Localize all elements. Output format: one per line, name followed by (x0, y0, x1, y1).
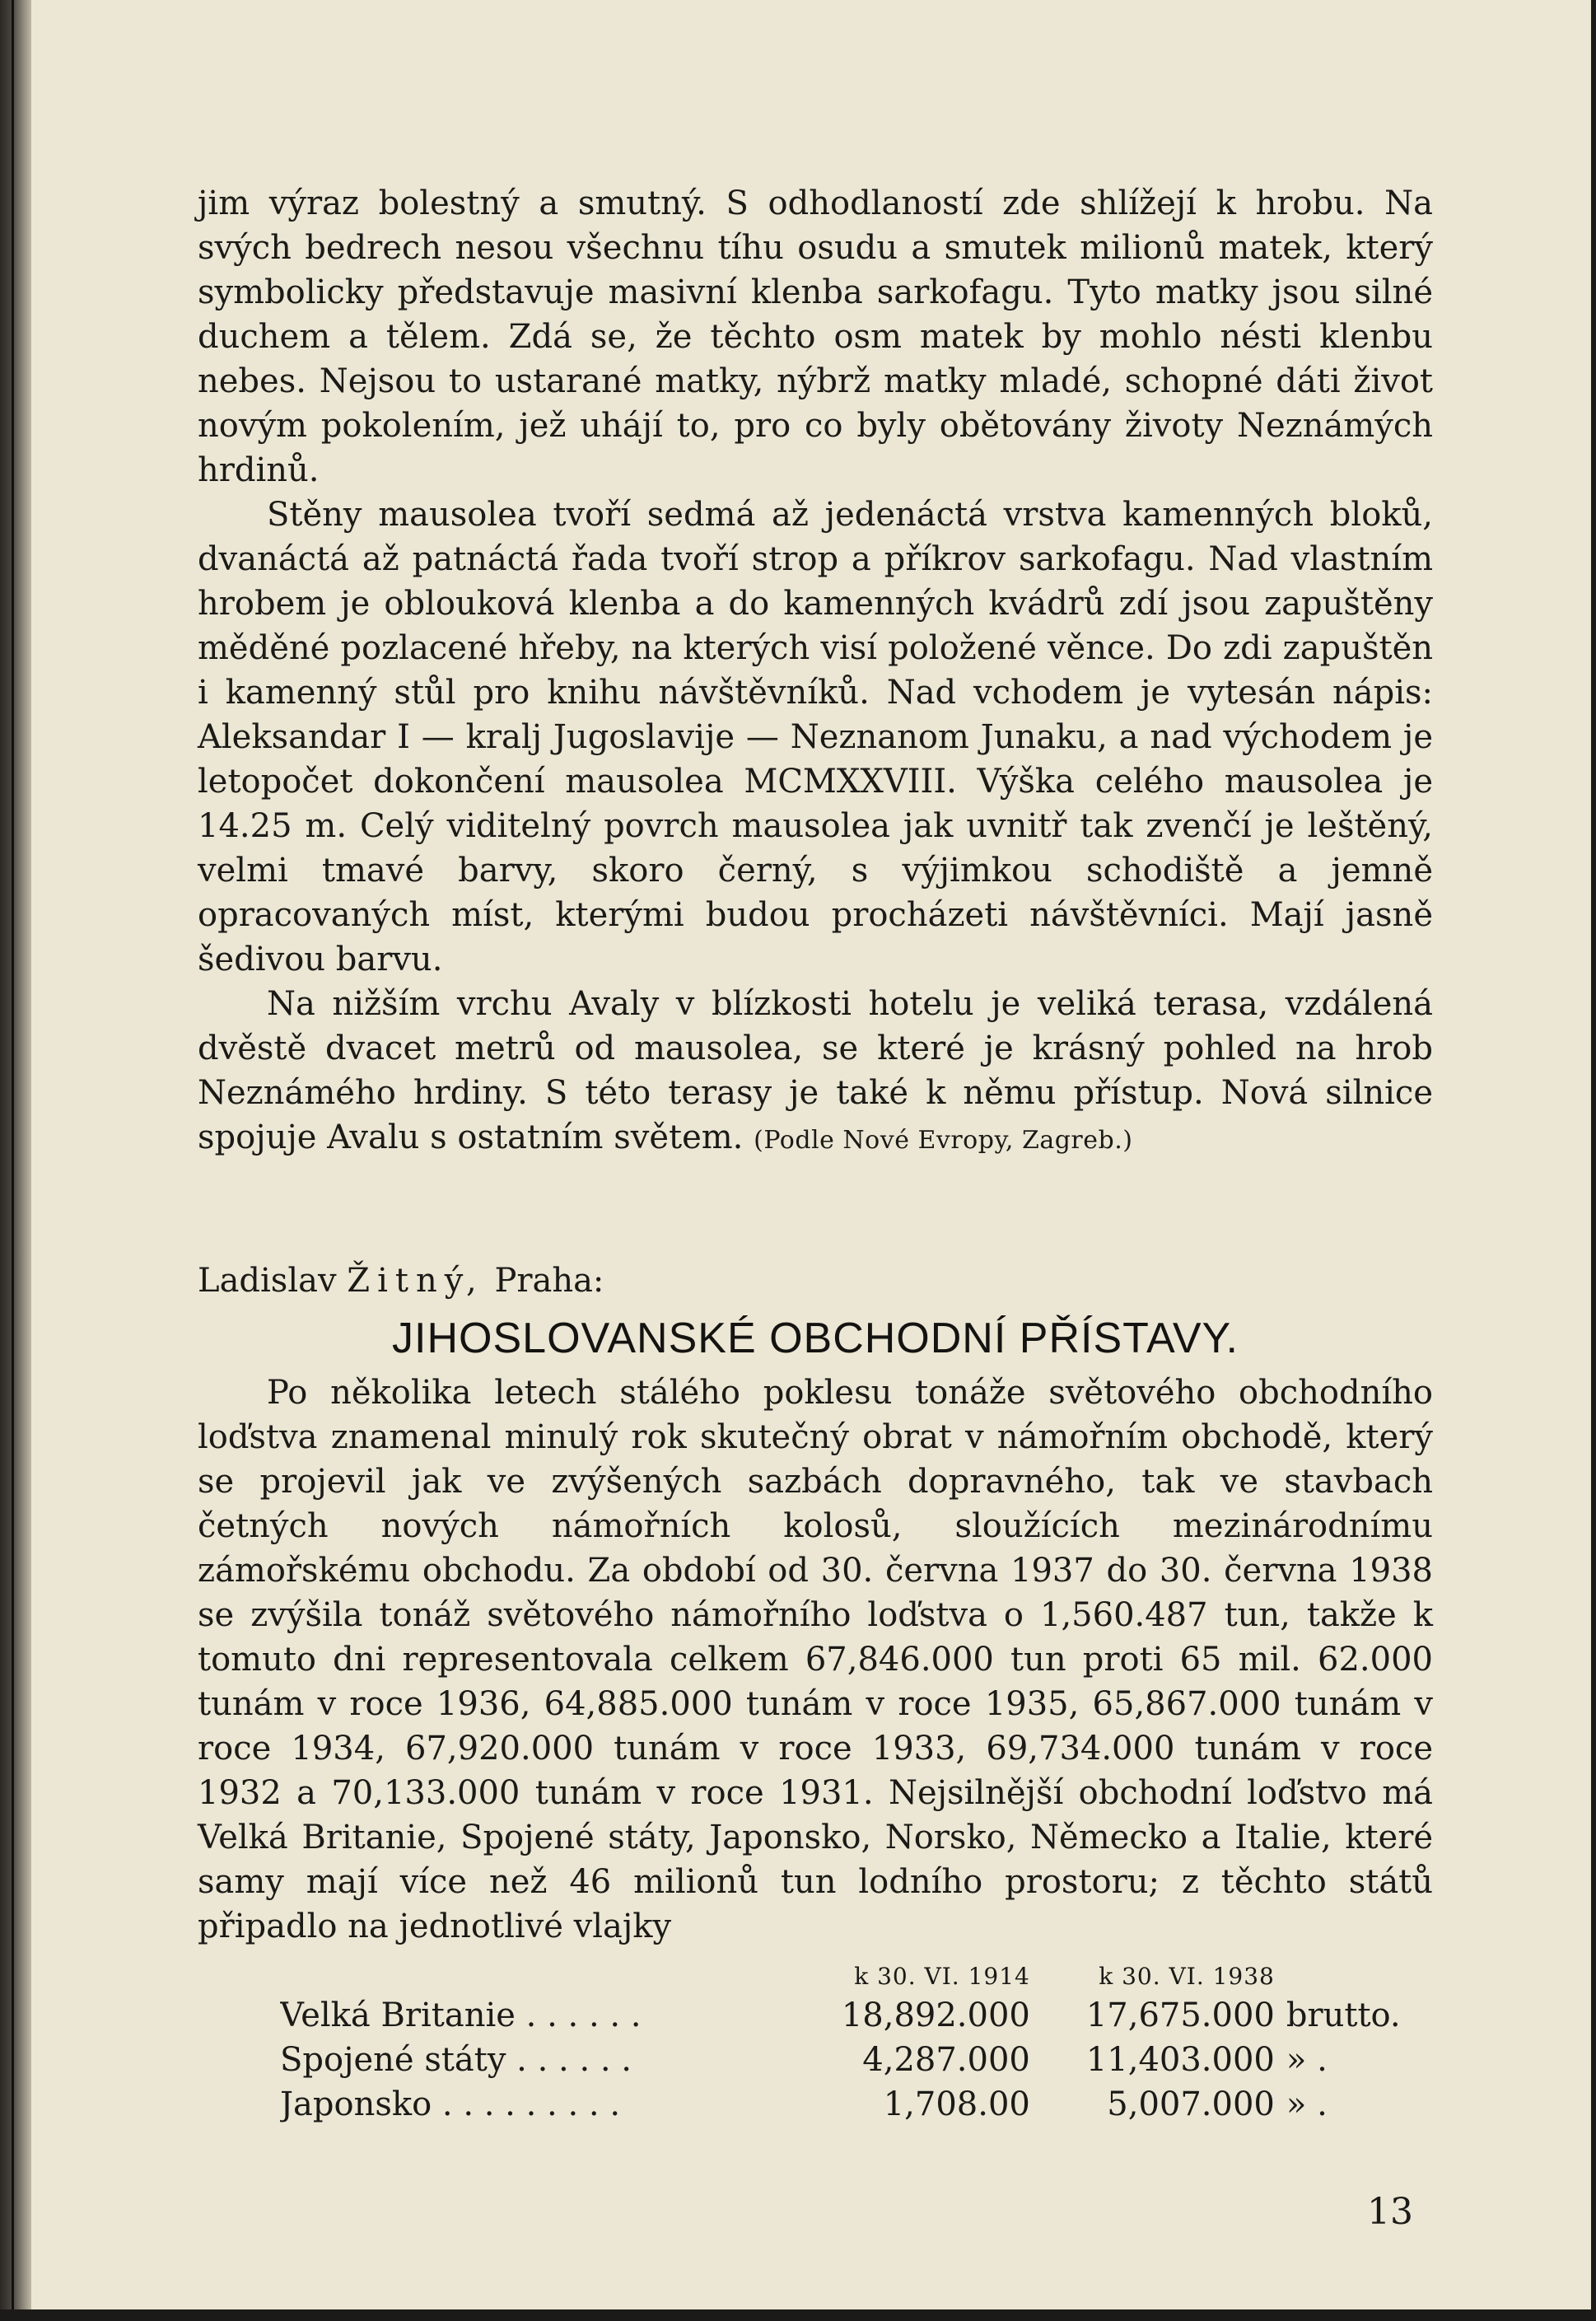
tonnage-table (280, 1960, 1441, 2127)
page-body (198, 181, 1433, 2127)
header-1938: k 30. VI. 1938 (1099, 1963, 1275, 1990)
table-header (280, 1960, 1441, 1993)
tonnage-unit: » . (1286, 2041, 1328, 2079)
country-name: Velká Britanie . . . . . . (280, 1996, 642, 2034)
tonnage-1914: 1,708.00 (883, 2085, 1030, 2123)
tonnage-1914: 4,287.000 (862, 2041, 1030, 2079)
tonnage-1914: 18,892.000 (841, 1996, 1030, 2034)
article-body: Po několika letech stálého poklesu tonáže světového obchodního loďstva znamenal minulý rok skutečný obrat v námořním obchodě, který se projevil jak ve zvýšených sazbách dopravného, tak ve stavbach četných nových námořních kolosů, sloužících mezinárodnímu zámořskému obchodu. Za období od 30. června 1937 do 30. června 1938 se zvýšila tonáž světového námořního loďstva o 1,560.487 tun, takže k tomuto dni representovala celkem 67,846.000 tun proti 65 mil. 62.000 tunám v roce 1936, 64,885.000 tunám v roce 1935, 65,867.000 tunám v roce 1934, 67,920.000 tunám v roce 1933, 69,734.000 tunám v roce 1932 a 70,133.000 tunám v roce 1931. Nejsilnější obchodní loďstvo má Velká Britanie, Spojené státy, Japonsko, Norsko, Německo a Italie, které samy mají více než 46 milionů tun lodního prostoru; z těchto států připadlo na jednotlivé vlajky (198, 1374, 1433, 1945)
table-row (280, 1993, 1441, 2038)
tonnage-1938: 11,403.000 (1085, 2041, 1275, 2079)
source-note: (Podle Nové Evropy, Zagreb.) (754, 1126, 1133, 1155)
table-row (280, 2038, 1441, 2082)
country-name: Japonsko . . . . . . . . . (280, 2085, 621, 2123)
binding-edge (0, 0, 31, 2321)
author-first-name: Ladislav (198, 1262, 337, 1300)
page-edge-bottom (0, 2309, 1596, 2321)
tonnage-unit: brutto. (1286, 1996, 1401, 2034)
tonnage-1938: 5,007.000 (1107, 2085, 1275, 2123)
paragraph-mausoleum-walls: Stěny mausolea tvoří sedmá až jedenáctá vrstva kamenných bloků, dvanáctá až patnáctá řada tvoří strop a příkrov sarkofagu. Nad vlastním hrobem je oblouková klenba a do kamenných kvádrů zdí jsou zapuštěny měděné pozlacené hřeby, na kterých visí položené věnce. Do zdi zapuštěn i kamenný stůl pro knihu návštěvníků. Nad vchodem je vytesán nápis: Aleksandar I — kralj Jugoslavije — Neznanom Junaku, a nad východem je letopočet dokončení mausolea MCMXXVIII. Výška celého mausolea je 14.25 m. Celý viditelný povrch mausolea jak uvnitř tak zvenčí je leštěný, velmi tmavé barvy, skoro černý, s výjimkou schodiště a jemně opracovaných míst, kterými budou procházeti návštěvníci. Mají jasně šedivou barvu. (198, 496, 1433, 978)
article-title: JIHOSLOVANSKÉ OBCHODNÍ PŘÍSTAVY. (392, 1315, 1239, 1362)
page-edge-right (1591, 0, 1596, 2321)
header-1914: k 30. VI. 1914 (854, 1963, 1030, 1990)
page-number: 13 (1367, 2191, 1413, 2233)
author-place: Praha: (494, 1262, 604, 1300)
paragraph-avala-terrace-text: Na nižším vrchu Avaly v blízkosti hotelu je veliká terasa, vzdálená dvěstě dvacet metrů od mausolea, se které je krásný pohled na hrob Neznámého hrdiny. S této terasy je také k němu přístup. Nová silnice spojuje Avalu s ostatním světem. (198, 985, 1433, 1156)
tonnage-1938: 17,675.000 (1085, 1996, 1275, 2034)
article-author (198, 1259, 1433, 1303)
paragraph-mausoleum-mothers: jim výraz bolestný a smutný. S odhodlaností zde shlížejí k hrobu. Na svých bedrech nesou všechnu tíhu osudu a smutek milionů matek, který symbolicky představuje masivní klenba sarkofagu. Tyto matky jsou silné duchem a tělem. Zdá se, že těchto osm matek by mohlo nésti klenbu nebes. Nejsou to ustarané matky, nýbrž matky mladé, schopné dáti život novým pokolením, jež uhájí to, pro co byly obětovány životy Neznámých hrdinů. (198, 184, 1433, 489)
table-row (280, 2082, 1441, 2127)
country-name: Spojené státy . . . . . . (280, 2041, 632, 2079)
paragraph-avala-terrace (198, 982, 1433, 1163)
tonnage-unit: » . (1286, 2085, 1328, 2123)
author-surname: Žitný, (347, 1262, 484, 1300)
